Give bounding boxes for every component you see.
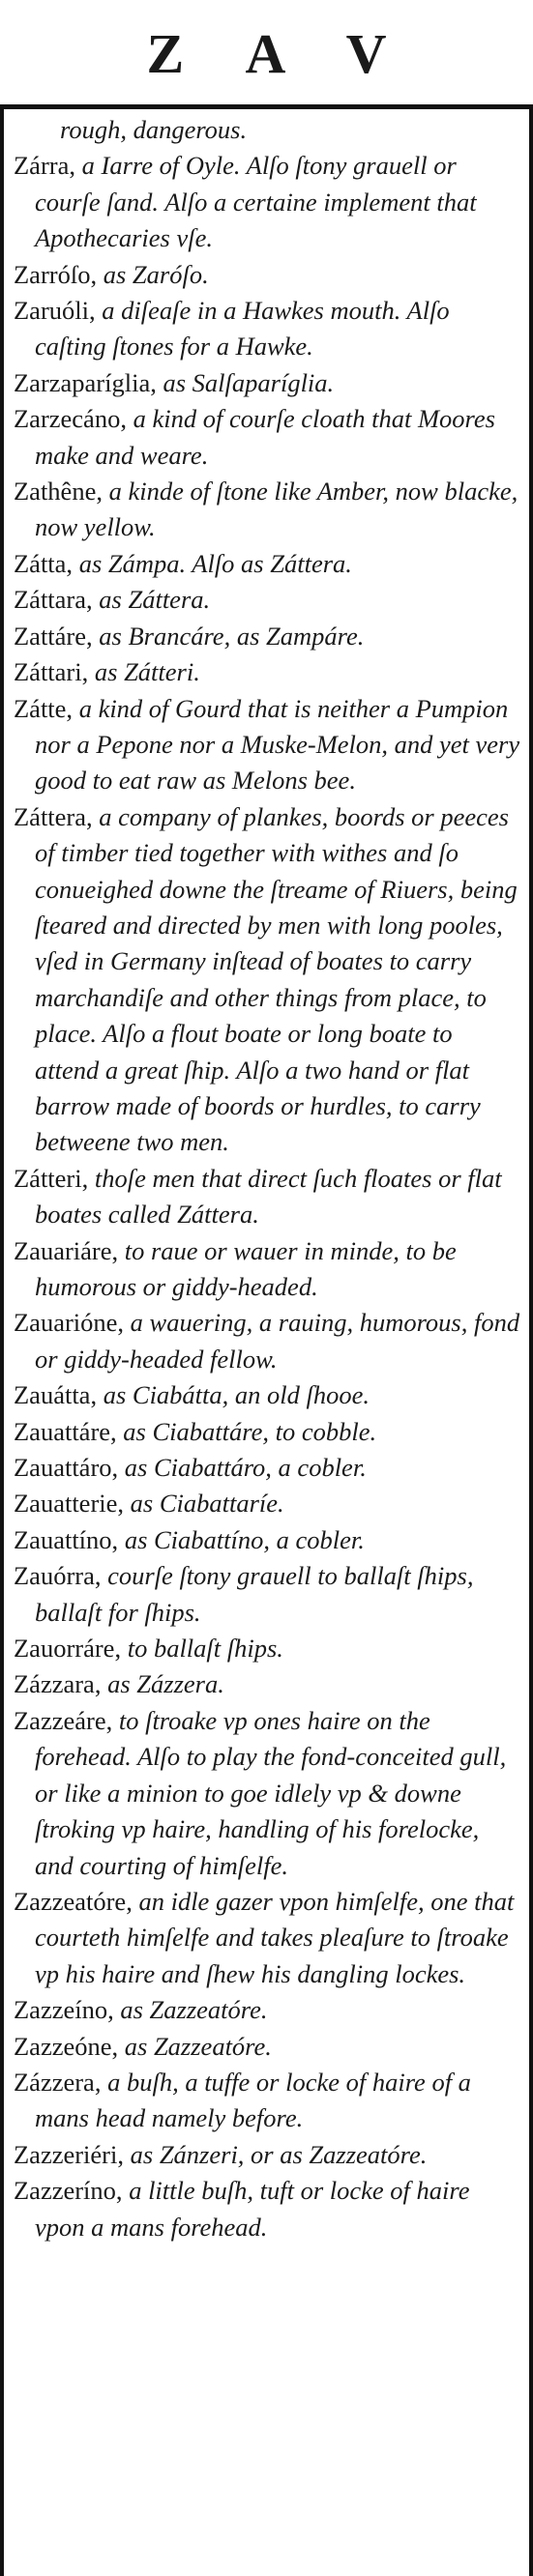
entry-definition: as Zámpa. Alſo as Záttera. xyxy=(73,548,352,578)
dictionary-entry xyxy=(14,474,521,546)
entry-headword: Zattáre, xyxy=(14,621,93,651)
entry-headword: Zarzecáno, xyxy=(14,404,127,434)
entry-definition: as Ciabattíno, a cobler. xyxy=(118,1524,365,1554)
entry-definition: to ballaſt ſhips. xyxy=(121,1634,283,1664)
entry-definition: thoſe men that direct ſuch floates or flat boates called Záttera. xyxy=(35,1163,502,1230)
entry-definition: to raue or wauer in minde, to be humorous or giddy-headed. xyxy=(35,1235,457,1301)
dictionary-entry xyxy=(14,257,521,293)
entry-headword: Zauarióne, xyxy=(14,1308,125,1338)
dictionary-entry xyxy=(14,2029,521,2065)
dictionary-entry xyxy=(14,546,521,582)
entry-definition: a kind of Gourd that is neither a Pumpion nor a Pepone nor a Muske-Melon, and yet very good to eat raw as Melons bee. xyxy=(35,693,520,796)
dictionary-entry xyxy=(14,1161,521,1233)
dictionary-entry xyxy=(14,1305,521,1377)
dictionary-entry xyxy=(14,1703,521,1884)
entry-definition: as Zázzera. xyxy=(101,1669,224,1699)
dictionary-entry xyxy=(14,1522,521,1558)
entry-definition: as Zaróſo. xyxy=(97,259,209,289)
dictionary-entry xyxy=(14,691,521,799)
entry-headword: Zazzeóne, xyxy=(14,2031,119,2061)
entry-headword: Záttari, xyxy=(14,657,89,687)
entry-headword: Zaruóli, xyxy=(14,296,96,326)
dictionary-entry xyxy=(14,2065,521,2137)
entry-headword: Zátteri, xyxy=(14,1163,89,1193)
entry-definition: as Zátteri. xyxy=(88,657,200,687)
entry-headword: Zazzeriéri, xyxy=(14,2139,124,2169)
entry-definition: a company of plankes, boords or peeces of timber tied together with withes and ſo conueighed downe the ſtreame of Riuers, being ſteared and directed by men with long pooles, vſed in Germany inſtead of boates to carry marchandiſe and other things from place, to place. Alſo a flout boate or long boate to attend a great ſhip. Alſo a two hand or flat barrow made of boords or hurdles, to carry betweene two men. xyxy=(35,801,518,1157)
entry-definition: as Zazzeatóre. xyxy=(118,2031,272,2061)
entry-headword: Zauorráre, xyxy=(14,1634,122,1664)
entry-definition: a little buſh, tuft or locke of haire vpon a mans forehead. xyxy=(35,2176,470,2242)
dictionary-entry xyxy=(14,1486,521,1521)
entry-headword: Zathêne, xyxy=(14,477,103,507)
dictionary-entry xyxy=(14,1233,521,1306)
dictionary-entry xyxy=(14,1631,521,1666)
dictionary-entry xyxy=(14,619,521,654)
entry-headword: Zazzeíno, xyxy=(14,1995,114,2025)
dictionary-entry xyxy=(14,401,521,474)
entry-headword: Zazzeatóre, xyxy=(14,1886,133,1916)
entry-headword: Zazzeáre, xyxy=(14,1705,113,1735)
entry-headword: Zátte, xyxy=(14,693,74,723)
dictionary-entry xyxy=(14,148,521,256)
entry-headword: Zauattíno, xyxy=(14,1524,119,1554)
dictionary-entry xyxy=(14,112,521,148)
dictionary-entry xyxy=(14,2173,521,2245)
entry-headword: Zarzaparíglia, xyxy=(14,367,157,397)
dictionary-entry xyxy=(14,1666,521,1702)
entry-definition: a diſeaſe in a Hawkes mouth. Alſo caſting ſtones for a Hawke. xyxy=(35,296,450,362)
left-border xyxy=(0,104,4,2576)
dictionary-entry xyxy=(14,1992,521,2028)
entry-headword: Zauátta, xyxy=(14,1380,98,1410)
entry-headword: Zauattáre, xyxy=(14,1416,117,1446)
entry-headword: Zárra, xyxy=(14,151,75,181)
entry-headword: Zazzeríno, xyxy=(14,2176,123,2206)
dictionary-entry xyxy=(14,799,521,1161)
entry-headword: Zázzara, xyxy=(14,1669,102,1699)
entry-definition: a kind of courſe cloath that Moores make and weare. xyxy=(35,404,495,470)
dictionary-entry xyxy=(14,1377,521,1413)
dictionary-entry xyxy=(14,1558,521,1631)
entry-list xyxy=(14,112,521,2570)
dictionary-entry xyxy=(14,365,521,401)
right-border xyxy=(529,104,533,2576)
entry-definition: an idle gazer vpon himſelfe, one that courteth himſelfe and takes pleaſure to ſtroake vp his haire and ſhew his dangling lockes. xyxy=(35,1886,515,1988)
dictionary-entry xyxy=(14,2137,521,2173)
entry-definition: a wauering, a rauing, humorous, fond or giddy-headed fellow. xyxy=(35,1308,520,1374)
dictionary-entry xyxy=(14,293,521,365)
page-header: Z A V xyxy=(146,22,412,85)
entry-definition: as Zazzeatóre. xyxy=(113,1995,268,2025)
entry-headword: Zauatterie, xyxy=(14,1489,125,1519)
entry-headword: Zauórra, xyxy=(14,1561,102,1591)
dictionary-entry xyxy=(14,582,521,618)
entry-headword: Zátta, xyxy=(14,548,74,578)
header-rule xyxy=(0,104,533,109)
entry-definition: as Ciabattáro, a cobler. xyxy=(118,1453,367,1483)
dictionary-entry xyxy=(14,1414,521,1450)
entry-definition: a Iarre of Oyle. Alſo ſtony grauell or courſe ſand. Alſo a certaine implement that Apothecaries vſe. xyxy=(35,151,477,253)
entry-definition: a buſh, a tuffe or locke of haire of a mans head namely before. xyxy=(35,2067,471,2133)
entry-definition: courſe ſtony grauell to ballaſt ſhips, ballaſt for ſhips. xyxy=(35,1561,474,1627)
dictionary-entry xyxy=(14,1884,521,1992)
entry-headword: Záttera, xyxy=(14,801,93,831)
entry-headword: Zauariáre, xyxy=(14,1235,119,1265)
entry-definition: as Ciabattaríe. xyxy=(124,1489,284,1519)
entry-headword: Záttara, xyxy=(14,585,93,615)
dictionary-entry xyxy=(14,1450,521,1486)
entry-definition: as Salſaparíglia. xyxy=(156,367,335,397)
entry-definition: as Záttera. xyxy=(92,585,211,615)
entry-definition: as Ciabátta, an old ſhooe. xyxy=(97,1380,370,1410)
entry-definition: as Brancáre, as Zampáre. xyxy=(92,621,365,651)
entry-headword: Zarróſo, xyxy=(14,259,98,289)
entry-headword: Zázzera, xyxy=(14,2067,102,2097)
entry-definition: a kinde of ſtone like Amber, now blacke, now yellow. xyxy=(35,477,518,542)
entry-definition: rough, dangerous. xyxy=(60,115,248,144)
entry-definition: as Ciabattáre, to cobble. xyxy=(116,1416,377,1446)
entry-definition: to ſtroake vp ones haire on the forehead. Alſo to play the fond-conceited gull, or like a minion to goe idlely vp & downe ſtroking vp haire, handling of his forelocke, and courting of himſelfe. xyxy=(35,1705,507,1880)
entry-definition: as Zánzeri, or as Zazzeatóre. xyxy=(124,2139,428,2169)
entry-headword: Zauattáro, xyxy=(14,1453,119,1483)
dictionary-entry xyxy=(14,654,521,690)
